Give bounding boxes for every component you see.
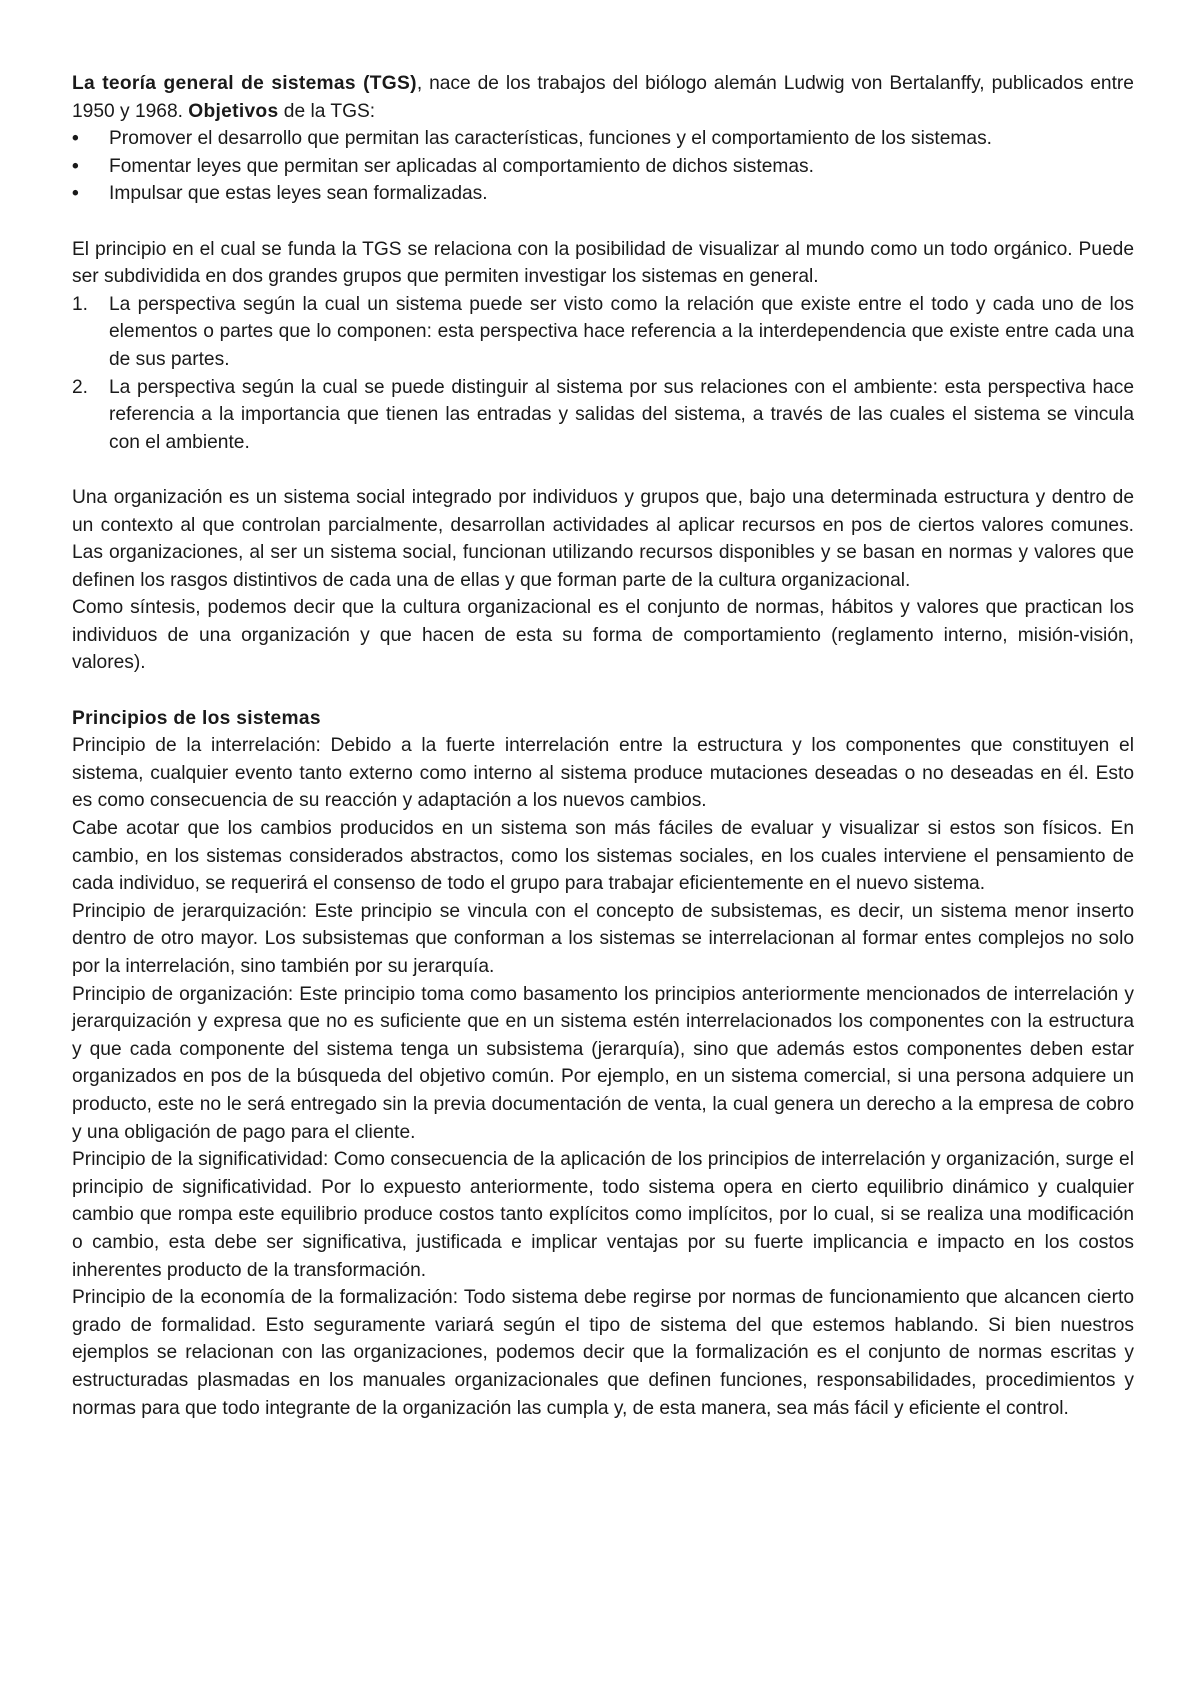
section-heading: Principios de los sistemas — [72, 707, 321, 729]
list-item: • Promover el desarrollo que permitan las características, funciones y el comportamiento de los sistemas. — [72, 125, 1134, 153]
list-item — [72, 291, 1134, 374]
cambios-paragraph: Cabe acotar que los cambios producidos en un sistema son más fáciles de evaluar y visualizar si estos son físicos. En cambio, en los sistemas considerados abstractos, como los sistemas sociales, en los cuales interviene el pensamiento de cada individuo, se requerirá el consenso de todo el grupo para trabajar eficientemente en el nuevo sistema. — [72, 818, 1134, 895]
list-item: • Fomentar leyes que permitan ser aplicadas al comportamiento de dichos sistemas. — [72, 153, 1134, 181]
list-item-text: La perspectiva según la cual un sistema puede ser visto como la relación que existe entre el todo y cada uno de los elementos o partes que lo componen: esta perspectiva hace referencia a la interdependencia que existe entre cada una de sus partes. — [109, 293, 1134, 370]
objetivos-label: Objetivos — [188, 100, 279, 122]
list-number: 2. — [72, 376, 89, 398]
synthesis-paragraph: Como síntesis, podemos decir que la cultura organizacional es el conjunto de normas, hábitos y valores que practican los individuos de una organización y que hacen de esta su forma de comportamiento (reglamento interno, misión-visión, valores). — [72, 597, 1134, 674]
organization-paragraph: Una organización es un sistema social integrado por individuos y grupos que, bajo una determinada estructura y dentro de un contexto al que controlan parcialmente, desarrollan actividades al aplicar recursos en pos de ciertos valores comunes. Las organizaciones, al ser un sistema social, funcionan utilizando recursos disponibles y se basan en normas y valores que definen los rasgos distintivos de cada una de ellas y que forman parte de la cultura organizacional. — [72, 486, 1134, 591]
list-item-text: La perspectiva según la cual se puede distinguir al sistema por sus relaciones con el ambiente: esta perspectiva hace referencia a la importancia que tienen las entradas y salidas del sistema, a través de las cuales el sistema se vincula con el ambiente. — [109, 376, 1134, 453]
objectives-list — [72, 125, 1134, 208]
principle-jerarquizacion: Principio de jerarquización: Este principio se vincula con el concepto de subsistemas, es decir, un sistema menor inserto dentro de otro mayor. Los subsistemas que conforman a los sistemas se interrelacionan al formar entes complejos no solo por la interrelación, sino también por su jerarquía. — [72, 900, 1134, 977]
intro-paragraph — [72, 70, 1134, 125]
objetivos-text: de la TGS: — [278, 100, 376, 122]
perspectives-list — [72, 291, 1134, 457]
document-page — [72, 70, 1134, 1422]
paragraph-gap — [72, 456, 1134, 484]
principle-interrelacion: Principio de la interrelación: Debido a la fuerte interrelación entre la estructura y los componentes que constituyen el sistema, cualquier evento tanto externo como interno al sistema produce mutaciones deseadas o no deseadas en él. Esto es como consecuencia de su reacción y adaptación a los nuevos cambios. — [72, 735, 1134, 812]
intro-title: La teoría general de sistemas (TGS) — [72, 73, 417, 94]
paragraph-gap — [72, 677, 1134, 705]
principle-organizacion: Principio de organización: Este principio toma como basamento los principios anteriormente mencionados de interrelación y jerarquización y expresa que no es suficiente que en un sistema estén interrelacionados los componentes con la estructura y que cada componente del sistema tenga un subsistema (jerarquía), sino que además estos componentes deben estar organizados en pos de la búsqueda del objetivo común. Por ejemplo, en un sistema comercial, si una persona adquiere un producto, este no le será entregado sin la previa documentación de venta, la cual genera un derecho a la empresa de cobro y una obligación de pago para el cliente. — [72, 983, 1134, 1143]
intro-text: , nace de los trabajos del biólogo alemán Ludwig von Bertalanffy, publicados entre 1950 y 1968. — [72, 73, 1134, 122]
list-number: 1. — [72, 293, 89, 315]
paragraph-gap — [72, 208, 1134, 236]
principle-paragraph: El principio en el cual se funda la TGS se relaciona con la posibilidad de visualizar al mundo como un todo orgánico. Puede ser subdividida en dos grandes grupos que permiten investigar los sistemas en general. — [72, 238, 1134, 288]
principle-economia-formalizacion: Principio de la economía de la formalización: Todo sistema debe regirse por normas de funcionamiento que alcancen cierto grado de formalidad. Esto seguramente variará según el tipo de sistema del que estemos hablando. Si bien nuestros ejemplos se relacionan con las organizaciones, podemos decir que la formalización es el conjunto de normas escritas y estructuradas plasmadas en los manuales organizacionales que definen funciones, responsabilidades, procedimientos y normas para que todo integrante de la organización las cumpla y, de esta manera, sea más fácil y eficiente el control. — [72, 1287, 1134, 1419]
list-item — [72, 374, 1134, 457]
principle-significatividad: Principio de la significatividad: Como consecuencia de la aplicación de los principios de interrelación y organización, surge el principio de significatividad. Por lo expuesto anteriormente, todo sistema opera en cierto equilibrio dinámico y cualquier cambio que rompa este equilibrio produce costos tanto explícitos como implícitos, por lo cual, si se realiza una modificación o cambio, esta debe ser significativa, justificada e implicar ventajas por su fuerte implicancia e impacto en los costos inherentes producto de la transformación. — [72, 1149, 1134, 1281]
list-item: • Impulsar que estas leyes sean formalizadas. — [72, 180, 1134, 208]
